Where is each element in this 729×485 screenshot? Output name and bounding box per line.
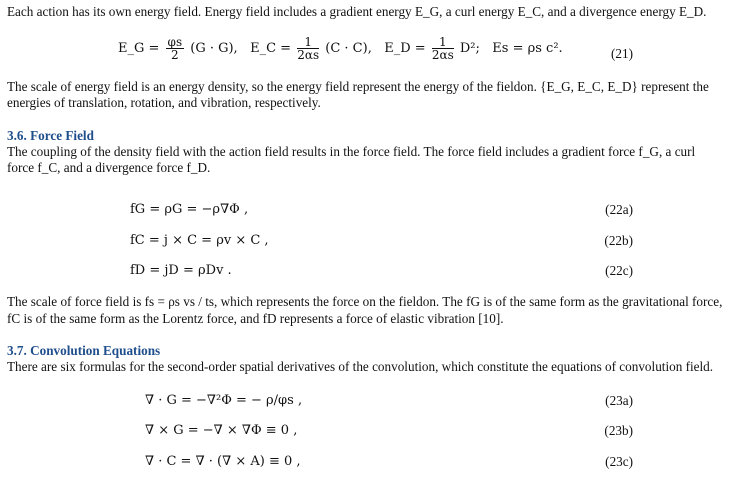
eq21-frac2-numerator: 1 [297, 36, 319, 49]
equation-23b: ∇ × G = −∇ × ∇Φ ≡ 0 , [145, 423, 298, 438]
eq21-fraction-3 [432, 36, 454, 61]
convolution-paragraph: There are six formulas for the second-order spatial derivatives of the convolution, which constitute the equations of convolution field. [7, 359, 714, 374]
eq21-frac2-denominator: 2αs [297, 48, 320, 62]
equation-23c: ∇ · C = ∇ · (∇ × A) ≡ 0 , [145, 454, 301, 469]
equation-22a: fG = ρG = −ρ∇Φ , [130, 202, 249, 217]
equation-22c: fD = jD = ρDv . [130, 263, 232, 278]
eq21-fraction-2 [297, 36, 319, 61]
eq22a-number: (22a) [605, 202, 633, 217]
equation-21 [118, 36, 563, 61]
eq21-frac3-numerator: 1 [432, 36, 454, 49]
force-paragraph: The coupling of the density field with the action field results in the force field. The force field includes a gradient force f_G, a curl force f_C, and a divergence force f_D. [7, 144, 696, 175]
eq21-frac1-numerator: φs [167, 35, 183, 49]
intro-paragraph [7, 4, 723, 20]
eq23b-number: (23b) [604, 423, 633, 438]
intro-text: Each action has its own energy field. Energy field includes a gradient energy E_G, a curl energy E_C, and a divergence energy E_D. [7, 4, 707, 19]
eq22b-number: (22b) [604, 233, 633, 248]
energy-paragraph: The scale of energy field is an energy density, so the energy field represent the energy of the fieldon. {E_G, E_C, E_D} represent the energies of translation, rotation, and vibration, respectively. [7, 79, 709, 110]
eq21-rhs-c: (C · C), [325, 41, 372, 56]
eq21-es: Es = ρs c². [492, 41, 563, 56]
eq21-number: (21) [611, 46, 633, 61]
force-scale-line-1: The scale of force field is fs = ρs vs / ts, which represents the force on the fieldon. The fG is of the same form as the gravitational force, [7, 294, 723, 309]
eq23a-number: (23a) [605, 393, 633, 408]
eq21-rhs-d: D²; [459, 41, 480, 56]
eq21-fraction-1 [166, 36, 185, 61]
equation-22b: fC = j × C = ρv × C , [130, 233, 269, 248]
section-heading-convolution-equations: 3.7. Convolution Equations [7, 343, 161, 358]
eq22c-number: (22c) [605, 263, 633, 278]
eq21-rhs-g: (G · G), [190, 41, 238, 56]
force-scale-line-2: fC is of the same form as the Lorentz force, and fD represents a force of elastic vibration [10]. [7, 311, 504, 326]
eq23c-number: (23c) [605, 454, 633, 469]
eq21-frac3-denominator: 2αs [431, 48, 454, 62]
eq21-frac1-denominator: 2 [171, 48, 179, 62]
eq21-lhs-c: E_C = [250, 41, 292, 56]
section-heading-force-field: 3.6. Force Field [7, 128, 94, 143]
eq21-lhs-g: E_G = [118, 41, 160, 56]
equation-23a: ∇ · G = −∇²Φ = − ρ/φs , [145, 393, 303, 408]
eq21-lhs-d: E_D = [384, 41, 426, 56]
